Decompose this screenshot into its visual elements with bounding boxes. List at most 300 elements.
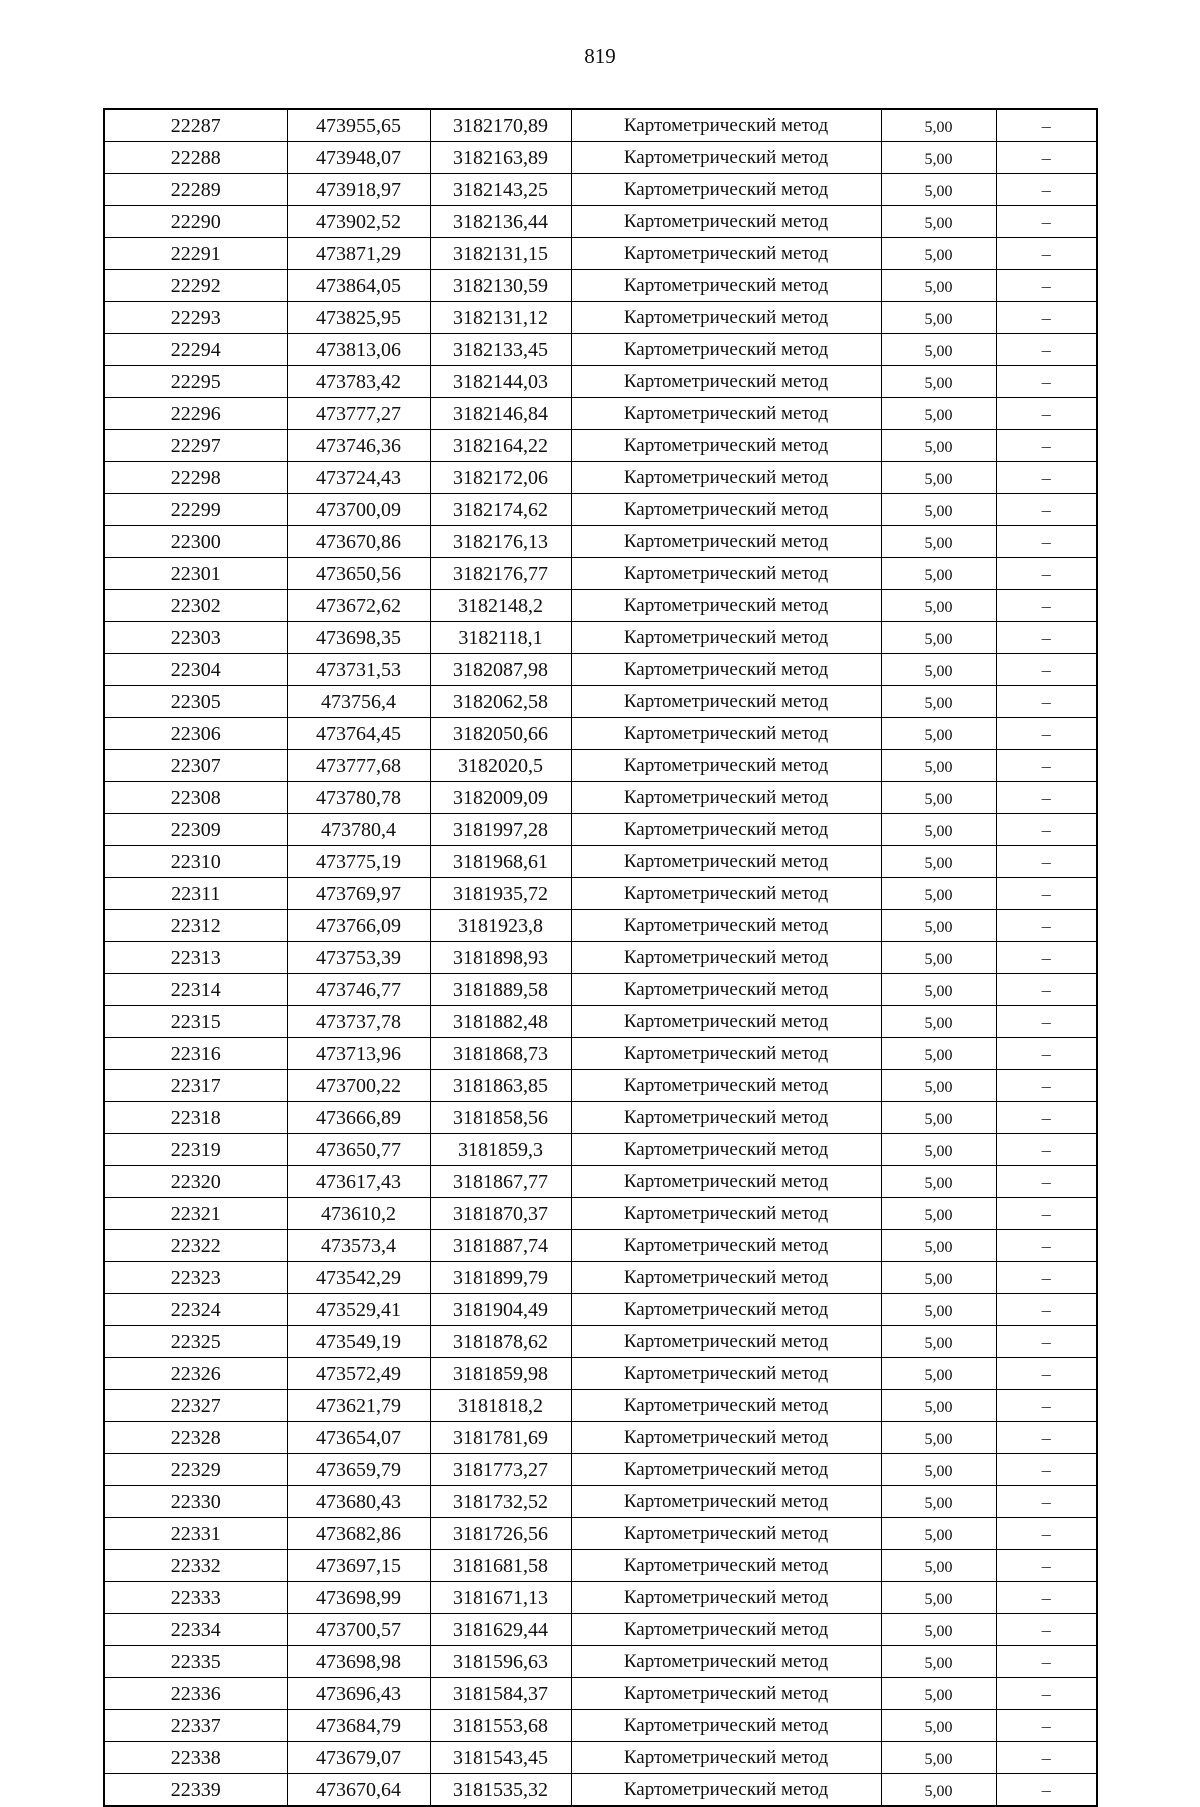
y-coordinate-cell: 3182087,98	[430, 654, 571, 686]
x-coordinate-cell: 473864,05	[287, 270, 430, 302]
y-coordinate-cell: 3182062,58	[430, 686, 571, 718]
x-coordinate-cell: 473918,97	[287, 174, 430, 206]
method-cell: Картометрический метод	[571, 1070, 881, 1102]
table-row	[104, 1582, 1097, 1614]
accuracy-cell: 5,00	[881, 654, 996, 686]
point-number-cell: 22289	[104, 174, 287, 206]
accuracy-cell: 5,00	[881, 398, 996, 430]
y-coordinate-cell: 3182130,59	[430, 270, 571, 302]
x-coordinate-cell: 473659,79	[287, 1454, 430, 1486]
y-coordinate-cell: 3181543,45	[430, 1742, 571, 1774]
note-cell: –	[996, 910, 1097, 942]
y-coordinate-cell: 3182163,89	[430, 142, 571, 174]
y-coordinate-cell: 3181889,58	[430, 974, 571, 1006]
y-coordinate-cell: 3181773,27	[430, 1454, 571, 1486]
note-cell: –	[996, 526, 1097, 558]
y-coordinate-cell: 3181863,85	[430, 1070, 571, 1102]
table-row	[104, 1358, 1097, 1390]
note-cell: –	[996, 1454, 1097, 1486]
y-coordinate-cell: 3181868,73	[430, 1038, 571, 1070]
table-row	[104, 782, 1097, 814]
accuracy-cell: 5,00	[881, 1134, 996, 1166]
point-number-cell: 22304	[104, 654, 287, 686]
note-cell: –	[996, 1582, 1097, 1614]
accuracy-cell: 5,00	[881, 494, 996, 526]
x-coordinate-cell: 473955,65	[287, 109, 430, 142]
accuracy-cell: 5,00	[881, 558, 996, 590]
point-number-cell: 22326	[104, 1358, 287, 1390]
method-cell: Картометрический метод	[571, 1134, 881, 1166]
point-number-cell: 22331	[104, 1518, 287, 1550]
note-cell: –	[996, 109, 1097, 142]
y-coordinate-cell: 3181867,77	[430, 1166, 571, 1198]
accuracy-cell: 5,00	[881, 1166, 996, 1198]
point-number-cell: 22320	[104, 1166, 287, 1198]
table-row	[104, 270, 1097, 302]
point-number-cell: 22335	[104, 1646, 287, 1678]
method-cell: Картометрический метод	[571, 558, 881, 590]
method-cell: Картометрический метод	[571, 1742, 881, 1774]
y-coordinate-cell: 3182144,03	[430, 366, 571, 398]
y-coordinate-cell: 3181878,62	[430, 1326, 571, 1358]
point-number-cell: 22325	[104, 1326, 287, 1358]
table-row	[104, 1422, 1097, 1454]
y-coordinate-cell: 3181904,49	[430, 1294, 571, 1326]
table-row	[104, 718, 1097, 750]
x-coordinate-cell: 473700,57	[287, 1614, 430, 1646]
note-cell: –	[996, 974, 1097, 1006]
table-row	[104, 1198, 1097, 1230]
point-number-cell: 22311	[104, 878, 287, 910]
note-cell: –	[996, 654, 1097, 686]
table-row	[104, 1230, 1097, 1262]
accuracy-cell: 5,00	[881, 1646, 996, 1678]
x-coordinate-cell: 473753,39	[287, 942, 430, 974]
point-number-cell: 22313	[104, 942, 287, 974]
point-number-cell: 22333	[104, 1582, 287, 1614]
point-number-cell: 22329	[104, 1454, 287, 1486]
table-row	[104, 558, 1097, 590]
note-cell: –	[996, 1614, 1097, 1646]
point-number-cell: 22293	[104, 302, 287, 334]
table-row	[104, 1134, 1097, 1166]
table-row	[104, 910, 1097, 942]
method-cell: Картометрический метод	[571, 1582, 881, 1614]
x-coordinate-cell: 473769,97	[287, 878, 430, 910]
x-coordinate-cell: 473775,19	[287, 846, 430, 878]
x-coordinate-cell: 473549,19	[287, 1326, 430, 1358]
table-row	[104, 430, 1097, 462]
y-coordinate-cell: 3181935,72	[430, 878, 571, 910]
table-row	[104, 1070, 1097, 1102]
point-number-cell: 22339	[104, 1774, 287, 1807]
point-number-cell: 22301	[104, 558, 287, 590]
table-row	[104, 109, 1097, 142]
y-coordinate-cell: 3181882,48	[430, 1006, 571, 1038]
y-coordinate-cell: 3182136,44	[430, 206, 571, 238]
y-coordinate-cell: 3182009,09	[430, 782, 571, 814]
method-cell: Картометрический метод	[571, 462, 881, 494]
method-cell: Картометрический метод	[571, 1678, 881, 1710]
x-coordinate-cell: 473679,07	[287, 1742, 430, 1774]
x-coordinate-cell: 473666,89	[287, 1102, 430, 1134]
accuracy-cell: 5,00	[881, 1294, 996, 1326]
accuracy-cell: 5,00	[881, 1454, 996, 1486]
x-coordinate-cell: 473617,43	[287, 1166, 430, 1198]
y-coordinate-cell: 3181968,61	[430, 846, 571, 878]
y-coordinate-cell: 3182176,77	[430, 558, 571, 590]
note-cell: –	[996, 1422, 1097, 1454]
method-cell: Картометрический метод	[571, 1518, 881, 1550]
table-row	[104, 494, 1097, 526]
note-cell: –	[996, 1230, 1097, 1262]
x-coordinate-cell: 473724,43	[287, 462, 430, 494]
table-row	[104, 1038, 1097, 1070]
accuracy-cell: 5,00	[881, 1390, 996, 1422]
x-coordinate-cell: 473700,22	[287, 1070, 430, 1102]
point-number-cell: 22295	[104, 366, 287, 398]
method-cell: Картометрический метод	[571, 1614, 881, 1646]
accuracy-cell: 5,00	[881, 590, 996, 622]
method-cell: Картометрический метод	[571, 109, 881, 142]
table-row	[104, 1294, 1097, 1326]
x-coordinate-cell: 473777,68	[287, 750, 430, 782]
accuracy-cell: 5,00	[881, 430, 996, 462]
x-coordinate-cell: 473682,86	[287, 1518, 430, 1550]
point-number-cell: 22321	[104, 1198, 287, 1230]
x-coordinate-cell: 473746,36	[287, 430, 430, 462]
note-cell: –	[996, 174, 1097, 206]
method-cell: Картометрический метод	[571, 878, 881, 910]
x-coordinate-cell: 473731,53	[287, 654, 430, 686]
table-row	[104, 654, 1097, 686]
point-number-cell: 22310	[104, 846, 287, 878]
note-cell: –	[996, 1102, 1097, 1134]
note-cell: –	[996, 558, 1097, 590]
method-cell: Картометрический метод	[571, 1006, 881, 1038]
point-number-cell: 22312	[104, 910, 287, 942]
method-cell: Картометрический метод	[571, 1198, 881, 1230]
y-coordinate-cell: 3181596,63	[430, 1646, 571, 1678]
y-coordinate-cell: 3182146,84	[430, 398, 571, 430]
table-row	[104, 846, 1097, 878]
table-row	[104, 1326, 1097, 1358]
accuracy-cell: 5,00	[881, 750, 996, 782]
page-number: 819	[584, 44, 616, 68]
point-number-cell: 22316	[104, 1038, 287, 1070]
point-number-cell: 22334	[104, 1614, 287, 1646]
y-coordinate-cell: 3182143,25	[430, 174, 571, 206]
note-cell: –	[996, 622, 1097, 654]
table-row	[104, 1710, 1097, 1742]
method-cell: Картометрический метод	[571, 1550, 881, 1582]
accuracy-cell: 5,00	[881, 910, 996, 942]
y-coordinate-cell: 3182131,12	[430, 302, 571, 334]
method-cell: Картометрический метод	[571, 942, 881, 974]
accuracy-cell: 5,00	[881, 1038, 996, 1070]
y-coordinate-cell: 3181887,74	[430, 1230, 571, 1262]
method-cell: Картометрический метод	[571, 622, 881, 654]
y-coordinate-cell: 3182118,1	[430, 622, 571, 654]
note-cell: –	[996, 1774, 1097, 1807]
method-cell: Картометрический метод	[571, 1294, 881, 1326]
point-number-cell: 22309	[104, 814, 287, 846]
accuracy-cell: 5,00	[881, 1070, 996, 1102]
note-cell: –	[996, 302, 1097, 334]
table-row	[104, 334, 1097, 366]
method-cell: Картометрический метод	[571, 398, 881, 430]
accuracy-cell: 5,00	[881, 1422, 996, 1454]
y-coordinate-cell: 3181898,93	[430, 942, 571, 974]
point-number-cell: 22298	[104, 462, 287, 494]
table-row	[104, 1006, 1097, 1038]
x-coordinate-cell: 473746,77	[287, 974, 430, 1006]
x-coordinate-cell: 473902,52	[287, 206, 430, 238]
method-cell: Картометрический метод	[571, 334, 881, 366]
method-cell: Картометрический метод	[571, 910, 881, 942]
method-cell: Картометрический метод	[571, 782, 881, 814]
x-coordinate-cell: 473573,4	[287, 1230, 430, 1262]
method-cell: Картометрический метод	[571, 1262, 881, 1294]
table-row	[104, 590, 1097, 622]
point-number-cell: 22338	[104, 1742, 287, 1774]
method-cell: Картометрический метод	[571, 750, 881, 782]
accuracy-cell: 5,00	[881, 302, 996, 334]
accuracy-cell: 5,00	[881, 686, 996, 718]
note-cell: –	[996, 1742, 1097, 1774]
accuracy-cell: 5,00	[881, 622, 996, 654]
accuracy-cell: 5,00	[881, 1230, 996, 1262]
method-cell: Картометрический метод	[571, 974, 881, 1006]
table-row	[104, 1614, 1097, 1646]
accuracy-cell: 5,00	[881, 526, 996, 558]
accuracy-cell: 5,00	[881, 942, 996, 974]
y-coordinate-cell: 3182050,66	[430, 718, 571, 750]
method-cell: Картометрический метод	[571, 142, 881, 174]
x-coordinate-cell: 473621,79	[287, 1390, 430, 1422]
x-coordinate-cell: 473766,09	[287, 910, 430, 942]
table-row	[104, 238, 1097, 270]
note-cell: –	[996, 1646, 1097, 1678]
table-row	[104, 1390, 1097, 1422]
accuracy-cell: 5,00	[881, 174, 996, 206]
method-cell: Картометрический метод	[571, 654, 881, 686]
x-coordinate-cell: 473697,15	[287, 1550, 430, 1582]
table-row	[104, 942, 1097, 974]
accuracy-cell: 5,00	[881, 1582, 996, 1614]
x-coordinate-cell: 473756,4	[287, 686, 430, 718]
note-cell: –	[996, 1294, 1097, 1326]
accuracy-cell: 5,00	[881, 1198, 996, 1230]
accuracy-cell: 5,00	[881, 846, 996, 878]
x-coordinate-cell: 473650,56	[287, 558, 430, 590]
point-number-cell: 22315	[104, 1006, 287, 1038]
y-coordinate-cell: 3182174,62	[430, 494, 571, 526]
table-row	[104, 174, 1097, 206]
table-row	[104, 1454, 1097, 1486]
x-coordinate-cell: 473713,96	[287, 1038, 430, 1070]
table-row	[104, 206, 1097, 238]
method-cell: Картометрический метод	[571, 526, 881, 558]
table-row	[104, 1166, 1097, 1198]
accuracy-cell: 5,00	[881, 462, 996, 494]
y-coordinate-cell: 3181553,68	[430, 1710, 571, 1742]
table-row	[104, 462, 1097, 494]
note-cell: –	[996, 1390, 1097, 1422]
note-cell: –	[996, 942, 1097, 974]
x-coordinate-cell: 473871,29	[287, 238, 430, 270]
method-cell: Картометрический метод	[571, 590, 881, 622]
note-cell: –	[996, 1358, 1097, 1390]
note-cell: –	[996, 334, 1097, 366]
x-coordinate-cell: 473542,29	[287, 1262, 430, 1294]
point-number-cell: 22287	[104, 109, 287, 142]
point-number-cell: 22328	[104, 1422, 287, 1454]
point-number-cell: 22291	[104, 238, 287, 270]
table-row	[104, 1486, 1097, 1518]
note-cell: –	[996, 1710, 1097, 1742]
accuracy-cell: 5,00	[881, 238, 996, 270]
point-number-cell: 22292	[104, 270, 287, 302]
y-coordinate-cell: 3182164,22	[430, 430, 571, 462]
y-coordinate-cell: 3182170,89	[430, 109, 571, 142]
x-coordinate-cell: 473698,98	[287, 1646, 430, 1678]
note-cell: –	[996, 878, 1097, 910]
y-coordinate-cell: 3181671,13	[430, 1582, 571, 1614]
point-number-cell: 22323	[104, 1262, 287, 1294]
accuracy-cell: 5,00	[881, 1774, 996, 1807]
point-number-cell: 22296	[104, 398, 287, 430]
method-cell: Картометрический метод	[571, 686, 881, 718]
point-number-cell: 22307	[104, 750, 287, 782]
note-cell: –	[996, 1070, 1097, 1102]
note-cell: –	[996, 494, 1097, 526]
x-coordinate-cell: 473650,77	[287, 1134, 430, 1166]
point-number-cell: 22305	[104, 686, 287, 718]
method-cell: Картометрический метод	[571, 1774, 881, 1807]
note-cell: –	[996, 1134, 1097, 1166]
method-cell: Картометрический метод	[571, 238, 881, 270]
point-number-cell: 22318	[104, 1102, 287, 1134]
y-coordinate-cell: 3181923,8	[430, 910, 571, 942]
table-row	[104, 814, 1097, 846]
x-coordinate-cell: 473680,43	[287, 1486, 430, 1518]
x-coordinate-cell: 473780,78	[287, 782, 430, 814]
point-number-cell: 22302	[104, 590, 287, 622]
accuracy-cell: 5,00	[881, 1550, 996, 1582]
point-number-cell: 22332	[104, 1550, 287, 1582]
note-cell: –	[996, 1262, 1097, 1294]
table-row	[104, 526, 1097, 558]
note-cell: –	[996, 1486, 1097, 1518]
point-number-cell: 22330	[104, 1486, 287, 1518]
point-number-cell: 22297	[104, 430, 287, 462]
x-coordinate-cell: 473529,41	[287, 1294, 430, 1326]
note-cell: –	[996, 750, 1097, 782]
note-cell: –	[996, 1326, 1097, 1358]
point-number-cell: 22288	[104, 142, 287, 174]
accuracy-cell: 5,00	[881, 142, 996, 174]
accuracy-cell: 5,00	[881, 1518, 996, 1550]
y-coordinate-cell: 3181681,58	[430, 1550, 571, 1582]
point-number-cell: 22324	[104, 1294, 287, 1326]
point-number-cell: 22306	[104, 718, 287, 750]
method-cell: Картометрический метод	[571, 846, 881, 878]
method-cell: Картометрический метод	[571, 302, 881, 334]
note-cell: –	[996, 590, 1097, 622]
point-number-cell: 22327	[104, 1390, 287, 1422]
table-body	[104, 109, 1097, 1806]
table-row	[104, 142, 1097, 174]
note-cell: –	[996, 270, 1097, 302]
note-cell: –	[996, 718, 1097, 750]
accuracy-cell: 5,00	[881, 718, 996, 750]
table-row	[104, 1774, 1097, 1807]
method-cell: Картометрический метод	[571, 1646, 881, 1678]
y-coordinate-cell: 3181629,44	[430, 1614, 571, 1646]
point-number-cell: 22319	[104, 1134, 287, 1166]
table-row	[104, 1646, 1097, 1678]
accuracy-cell: 5,00	[881, 1614, 996, 1646]
method-cell: Картометрический метод	[571, 814, 881, 846]
y-coordinate-cell: 3181726,56	[430, 1518, 571, 1550]
accuracy-cell: 5,00	[881, 974, 996, 1006]
method-cell: Картометрический метод	[571, 1422, 881, 1454]
note-cell: –	[996, 462, 1097, 494]
x-coordinate-cell: 473813,06	[287, 334, 430, 366]
table-row	[104, 1678, 1097, 1710]
method-cell: Картометрический метод	[571, 1486, 881, 1518]
method-cell: Картометрический метод	[571, 1454, 881, 1486]
x-coordinate-cell: 473670,86	[287, 526, 430, 558]
x-coordinate-cell: 473825,95	[287, 302, 430, 334]
table-row	[104, 878, 1097, 910]
y-coordinate-cell: 3181781,69	[430, 1422, 571, 1454]
table-row	[104, 622, 1097, 654]
note-cell: –	[996, 846, 1097, 878]
point-number-cell: 22314	[104, 974, 287, 1006]
x-coordinate-cell: 473572,49	[287, 1358, 430, 1390]
accuracy-cell: 5,00	[881, 1358, 996, 1390]
table-row	[104, 750, 1097, 782]
y-coordinate-cell: 3182176,13	[430, 526, 571, 558]
accuracy-cell: 5,00	[881, 1326, 996, 1358]
y-coordinate-cell: 3182020,5	[430, 750, 571, 782]
note-cell: –	[996, 238, 1097, 270]
note-cell: –	[996, 1678, 1097, 1710]
x-coordinate-cell: 473672,62	[287, 590, 430, 622]
accuracy-cell: 5,00	[881, 1102, 996, 1134]
accuracy-cell: 5,00	[881, 1678, 996, 1710]
x-coordinate-cell: 473777,27	[287, 398, 430, 430]
note-cell: –	[996, 142, 1097, 174]
table-row	[104, 366, 1097, 398]
point-number-cell: 22308	[104, 782, 287, 814]
x-coordinate-cell: 473698,99	[287, 1582, 430, 1614]
x-coordinate-cell: 473684,79	[287, 1710, 430, 1742]
note-cell: –	[996, 206, 1097, 238]
y-coordinate-cell: 3182172,06	[430, 462, 571, 494]
point-number-cell: 22337	[104, 1710, 287, 1742]
accuracy-cell: 5,00	[881, 1486, 996, 1518]
x-coordinate-cell: 473948,07	[287, 142, 430, 174]
table-row	[104, 1518, 1097, 1550]
note-cell: –	[996, 782, 1097, 814]
point-number-cell: 22322	[104, 1230, 287, 1262]
table-row	[104, 1262, 1097, 1294]
table-row	[104, 1102, 1097, 1134]
note-cell: –	[996, 1550, 1097, 1582]
